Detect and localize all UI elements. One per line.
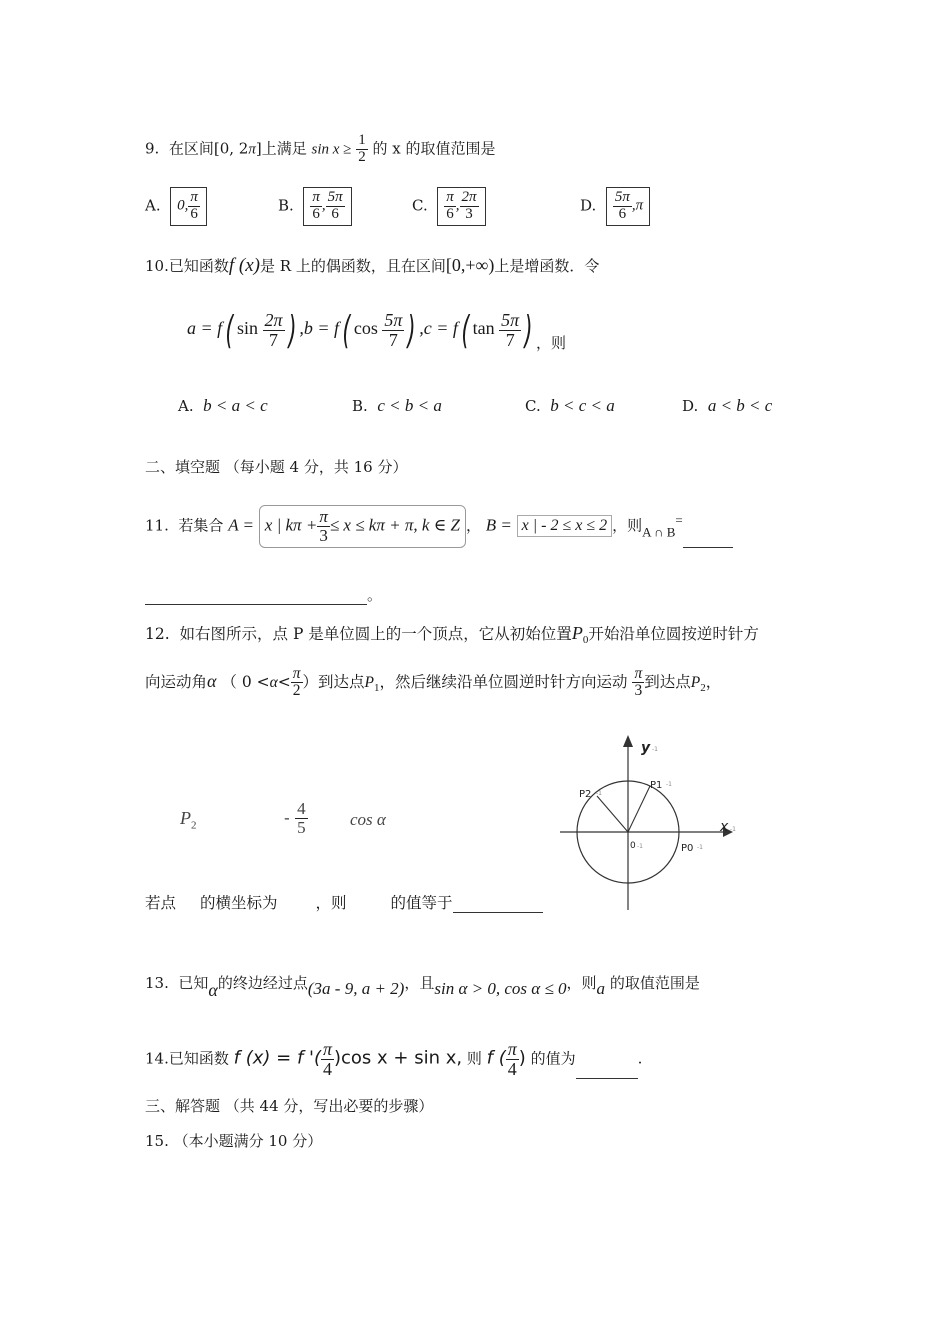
q10-option-d: D. a < b < c: [682, 396, 773, 415]
q9-text-c: 的 x 的取值范围是: [372, 139, 496, 158]
q10-interval: [0,+∞): [445, 255, 495, 275]
q12-line3: 若点 的横坐标为 ，则 的值等于: [145, 891, 543, 913]
q12-line1: 12. 如右图所示，点 P 是单位圆上的一个顶点，它从初始位置$P_0$开始沿单位圆按逆时针方: [145, 623, 759, 647]
q13-stem: 13. 已知α的终边经过点(3a - 9, a + 2)，且sin α > 0, cos α ≤ 0，则a 的取值范围是: [145, 974, 700, 1000]
radius-p1: [628, 786, 650, 832]
p1-mark: -1: [666, 781, 672, 788]
q9-number: 9.: [145, 139, 160, 158]
q12-line2: 向运动角α （ 0 <α< $\frac{\pi}{2}$ ）到达点$P_1$，然后继续沿单位圆逆时针方向运动 $\frac{\pi}{3}$ 到达点$P_2$，: [145, 665, 722, 700]
q9-option-a: A. 0, $\frac{\pi}{6}$: [145, 187, 207, 226]
q10-fx: f (x): [228, 255, 260, 276]
y-axis-label: y: [641, 740, 651, 756]
q11-stem: 11. 若集合 A = x | kπ + $\frac{\pi}{3}$ ≤ x ≤ kπ + π, k ∈ Z ， B = x | - 2 ≤ x ≤ 2 ，则A ∩ B=: [145, 505, 733, 548]
origin-mark: -1: [637, 843, 643, 850]
q9-option-d: D. $\frac{5\pi}{6}$ ,π: [580, 187, 650, 226]
q10-definitions: a = f( sin $\frac{2\pi}{7}$ ) ,b = f( cos $\frac{5\pi}{7}$ ) ,c = f( tan $\frac{5\pi}{7}$ ) $_{,则}$: [187, 308, 567, 353]
section-2-heading: 二、填空题 （每小题 4 分，共 16 分）: [145, 458, 408, 476]
origin-label: 0: [630, 841, 636, 851]
q9-text-b: ]上满足: [255, 139, 307, 158]
section-3-heading: 三、解答题 （共 44 分，写出必要的步骤）: [145, 1097, 434, 1115]
x-axis-label: x: [720, 819, 729, 835]
p2-label: P2: [579, 789, 592, 800]
q9-stem: [145, 133, 495, 166]
q14-stem: 14.已知函数 f (x) = f '( $\frac{\pi}{4}$ )cos x + sin x, 则 f ( $\frac{\pi}{4}$ ) 的值为 .: [145, 1039, 643, 1079]
q12-float-cos: cos α: [350, 810, 386, 829]
q10-stem: 10.已知函数f (x)是 R 上的偶函数，且在区间[0,+∞)上是增函数．令: [145, 255, 600, 276]
q15-heading: 15. （本小题满分 10 分）: [145, 1132, 323, 1150]
q9-option-c: C. $\frac{\pi}{6}$ , $\frac{2\pi}{3}$: [412, 187, 486, 226]
q9-pi: π: [248, 141, 256, 158]
q10-option-c: C. b < c < a: [525, 396, 615, 415]
p0-mark: -1: [697, 844, 703, 851]
q12-float-p2: $P_2$: [180, 808, 197, 832]
unit-circle-figure: [555, 725, 745, 915]
radius-p2: [597, 796, 628, 832]
p1-label: P1: [650, 780, 663, 791]
q10-number: 10.: [145, 257, 169, 275]
q9-half-fraction: $\frac{1}{2}$: [358, 132, 366, 165]
q10-option-b: B. c < b < a: [352, 396, 442, 415]
y-axis-mark: -1: [652, 746, 658, 753]
q9-option-b: B. $\frac{\pi}{6}$ , $\frac{5\pi}{6}$: [278, 187, 352, 226]
q9-text-a: 在区间[0, 2: [168, 139, 249, 158]
q12-float-value: - $\frac{4}{5}$: [284, 799, 306, 837]
p0-label: P0: [681, 843, 694, 854]
q11-answer-line: 。: [145, 584, 382, 605]
x-axis-mark: -1: [730, 826, 736, 833]
p2-mark: -1: [596, 790, 602, 797]
q9-inequality: sin x ≥: [311, 141, 352, 158]
y-axis-arrow: [623, 735, 633, 747]
q10-option-a: A. b < a < c: [178, 396, 268, 415]
